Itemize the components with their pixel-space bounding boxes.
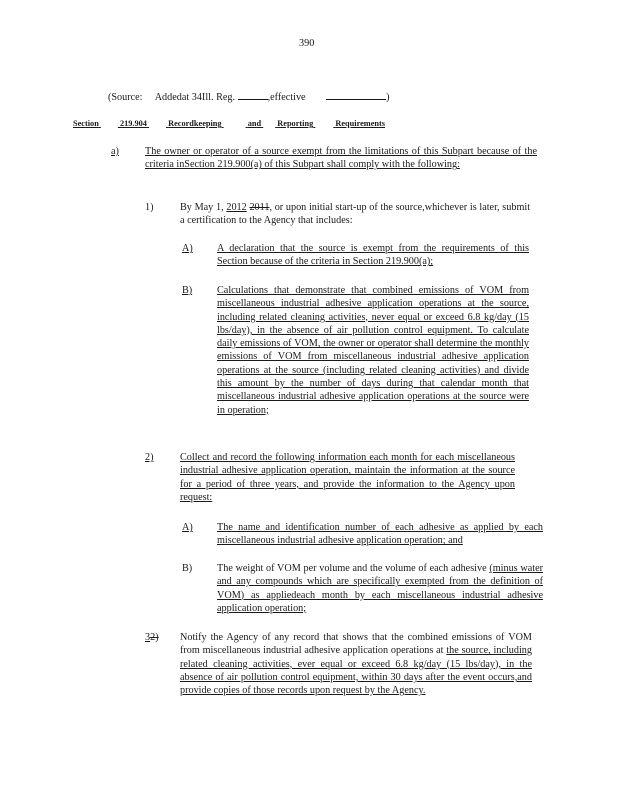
- item-3-label-paren: ): [155, 632, 159, 643]
- item-3-label-new: 3: [145, 632, 151, 643]
- paragraph-a-label: a): [111, 146, 119, 157]
- item-2-text: Collect and record the following information each month for each miscellaneous industrial adhesive application operation, maintain the information at the source for a period of three years, and provide the information to the Agency upon request:: [180, 452, 515, 503]
- item-1-text: [180, 201, 530, 228]
- item-2b-plain: The weight of VOM per volume and the volume of each adhesive: [217, 563, 487, 574]
- effective-label: ,effective: [267, 92, 306, 103]
- item-2b-underlined: (minus water and any compounds which are specifically exempted from the definition of VOM) as appliedeach month by each miscellaneous industrial adhesive application operation;: [217, 563, 543, 614]
- item-1-after: , or upon initial start-up of the source,whichever is later, submit a certification to the Agency that includes:: [180, 202, 531, 227]
- item-3-label: [145, 631, 159, 644]
- source-close: ): [386, 92, 390, 103]
- item-3-plain: Notify the Agency of any record that shows that the combined emissions of VOM from miscellaneous industrial adhesive application operations at: [180, 632, 532, 657]
- section-title-3: Reporting: [277, 119, 314, 128]
- section-word: Section: [73, 119, 99, 128]
- item-1a-label: A): [182, 243, 193, 254]
- item-2b-text: [217, 562, 543, 615]
- section-title-1: Recordkeeping: [168, 119, 222, 128]
- effective-date-blank: [326, 90, 386, 100]
- item-1a-text: A declaration that the source is exempt from the requirements of this Section because of the criteria in Section 219.900(a);: [217, 243, 529, 268]
- item-3-text: [180, 631, 532, 697]
- item-3-underlined: the source, including related cleaning activities, ever equal or exceed 6.8 kg/day (15 lbs/day), in the absence of air pollution control equipment, within 30 days after the event occurs,and provide copies of those records upon request by the Agency.: [180, 645, 532, 697]
- item-3-label-old: 2: [150, 632, 156, 643]
- section-title-4: Requirements: [335, 119, 385, 128]
- item-1-label: 1): [145, 202, 154, 213]
- item-2a-text: The name and identification number of each adhesive as applied by each miscellaneous industrial adhesive application operation; and: [217, 522, 543, 547]
- source-open: (Source:: [108, 92, 143, 103]
- source-text: Addedat 34Ill. Reg.: [154, 92, 236, 103]
- item-1-new-year: 2012: [226, 202, 247, 213]
- item-2a-label: A): [182, 522, 193, 533]
- item-2b-label: B): [182, 563, 193, 574]
- section-heading: [73, 119, 385, 128]
- section-number: 219.904: [119, 119, 147, 128]
- register-blank: [238, 90, 268, 100]
- source-note: [108, 90, 390, 104]
- item-2-label: 2): [145, 452, 154, 463]
- section-title-2: and: [247, 119, 262, 128]
- page-number: 390: [299, 38, 315, 49]
- item-1b-label: B): [182, 285, 193, 296]
- item-1-before: By May 1,: [180, 202, 224, 213]
- paragraph-a-text: The owner or operator of a source exempt from the limitations of this Subpart because of the criteria inSection 219.900(a) of this Subpart shall comply with the following:: [145, 146, 537, 171]
- item-1-old-year: 2011: [249, 202, 270, 213]
- item-1b-text: Calculations that demonstrate that combined emissions of VOM from miscellaneous industrial adhesive application operations at the source, including related cleaning activities, never equal or exceed 6.8 kg/day (15 lbs/day), in the absence of air pollution control equipment. To calculate daily emissions of VOM, the owner or operator shall determine the monthly emissions of VOM from miscellaneous industrial adhesive application operations at the source (including related cleaning activities) and divide this amount by the number of days during that calendar month that miscellaneous industrial adhesive application operations at the source were in operation;: [217, 285, 529, 416]
